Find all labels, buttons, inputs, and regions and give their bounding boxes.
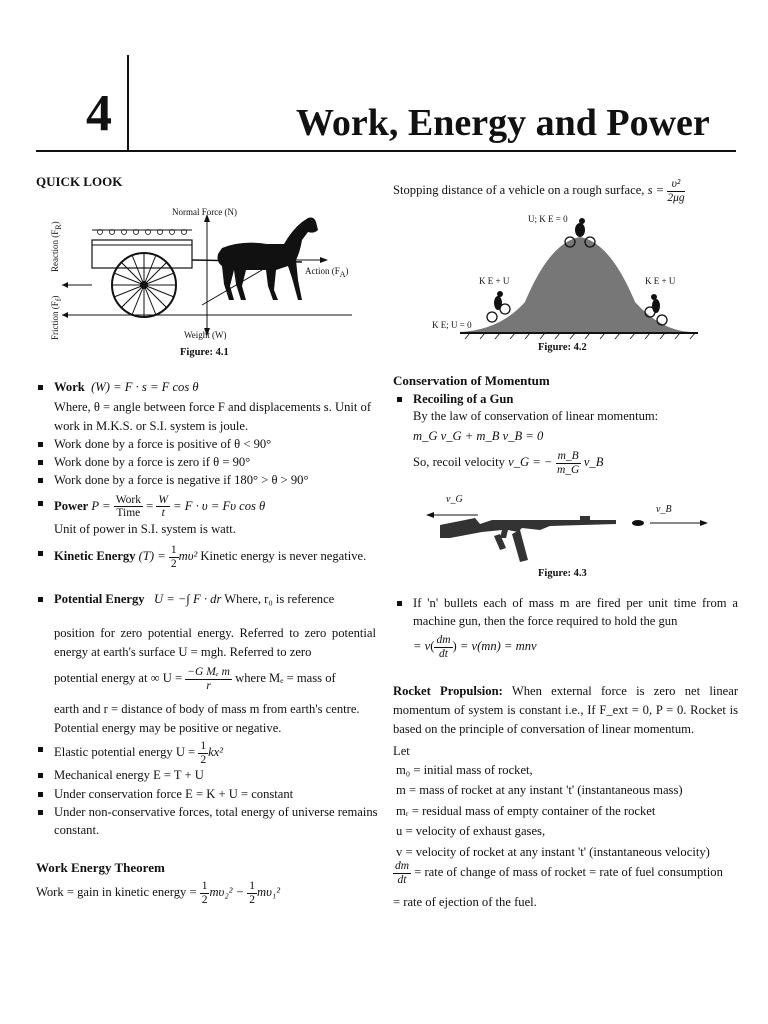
hill-top-label: U; K E = 0 — [528, 214, 568, 224]
let-label: Let — [393, 744, 410, 758]
recoil-velocity: So, recoil velocity v_G = − $\frac{m\_B}{m\_G}$ v_B — [413, 450, 604, 476]
energy-list — [34, 740, 379, 839]
rocket-propulsion: Rocket Propulsion: When external force is zero net linear momentum of system is constant i.e., If F_ext = 0, P = 0. Rocket is based on the principle of conversation of linear momentum. — [393, 684, 739, 736]
work-zero: Work done by a force is zero if θ = 90° — [34, 453, 374, 471]
pe-description-3: earth and r = distance of body of mass m from earth's centre. Potential energy may be positive or negative. — [54, 702, 360, 735]
header-rule — [36, 150, 736, 152]
figure-4-1-caption: Figure: 4.1 — [180, 347, 229, 358]
chapter-number: 4 — [86, 85, 112, 142]
recoil-item: Recoiling of a Gun — [393, 390, 738, 408]
hill-right-label: K E + U — [645, 276, 676, 286]
stopping-distance: Stopping distance of a vehicle on a rough surface, s = $\frac{\text{υ²}}{2\mu g}$ — [393, 178, 685, 204]
bullets-list — [393, 594, 738, 631]
power-unit: Unit of power in S.I. system is watt. — [54, 521, 236, 536]
work-positive: Work done by a force is positive of θ < 90° — [34, 435, 374, 453]
chapter-title: Work, Energy and Power — [296, 102, 710, 144]
mechanical-energy-item: Mechanical energy E = T + U — [34, 766, 379, 784]
weight-label: Weight (W) — [184, 330, 227, 340]
machine-gun-item: If 'n' bullets each of mass m are fired per unit time from a machine gun, then the force required to hold the gun — [393, 594, 738, 631]
def-residual-mass: mᵣ = residual mass of empty container of the rocket — [396, 803, 656, 818]
action-label: Action (FA) — [305, 266, 349, 279]
kinetic-energy-item: Kinetic Energy (T) = $\frac{1}{2}$ mυ² Kinetic energy is never negative. — [34, 544, 374, 570]
ke-fraction: $\frac{1}{2}$ — [170, 544, 177, 570]
work-item: Work (W) = F · s = F cos θ Where, θ = angle between force F and displacements s. Unit of work in M.K.S. or S.I. system is joule. — [34, 378, 374, 435]
dm-dt-definition: $\frac{dm}{dt}$ = rate of change of mass of rocket = rate of fuel consumption — [395, 860, 723, 886]
pe-description-2: potential energy at ∞ U = $\frac{\text{−G Mₑ m}}{r}$ where Mₑ = mass of — [54, 666, 336, 692]
work-energy-theorem-heading: Work Energy Theorem — [36, 860, 165, 875]
elastic-fraction: $\frac{1}{2}$ — [200, 740, 207, 766]
quick-look-heading: QUICK LOOK — [36, 174, 123, 189]
power-item: Power P = $\frac{\text{Work}}{\text{Time}}$ = $\frac{W}{t}$ = F · υ = Fυ cos θ Unit of power in S.I. system is watt. — [34, 494, 374, 539]
potential-list — [34, 590, 374, 608]
hill-left-label: K E + U — [479, 276, 510, 286]
recoil-law: By the law of conservation of linear momentum: — [413, 409, 659, 423]
gun-diagram — [420, 490, 720, 570]
non-conservative-item: Under non-conservative forces, total energy of universe remains constant. — [34, 803, 379, 840]
friction-label: Friction (Ff) — [50, 295, 63, 340]
def-exhaust-velocity: u = velocity of exhaust gases, — [396, 824, 546, 839]
def-rocket-velocity: v = velocity of rocket at any instant 't' (instantaneous velocity) — [396, 844, 710, 859]
machine-gun-fraction: $\frac{dm}{dt}$ — [436, 634, 451, 660]
pe-fraction: $\frac{\text{−G Mₑ m}}{r}$ — [187, 666, 230, 692]
machine-gun-equation: = v( $\frac{dm}{dt}$ ) = v(mn) = mnv — [413, 634, 537, 660]
def-initial-mass: m₀ = initial mass of rocket, — [396, 763, 533, 777]
header-divider-vertical — [127, 55, 129, 151]
vb-label: v_B — [656, 504, 672, 515]
potential-energy-item: Potential Energy U = −∫ F · dr Where, r₀ is reference — [34, 590, 374, 608]
figure-4-3-caption: Figure: 4.3 — [538, 568, 587, 579]
recoil-equation: m_G v_G + m_B v_B = 0 — [413, 429, 544, 443]
power-fraction-1: $\frac{\text{Work}}{\text{Time}}$ — [115, 493, 141, 520]
recoil-fraction: $\frac{m\_B}{m\_G}$ — [556, 450, 580, 476]
power-fraction-2: $\frac{W}{t}$ — [158, 493, 168, 520]
elastic-pe-item: Elastic potential energy U = $\frac{1}{2}$ kx² — [34, 740, 379, 766]
hill-bottom-label: K E; U = 0 — [432, 320, 472, 330]
wet-fraction-1: $\frac{1}{2}$ — [201, 880, 208, 906]
work-list — [34, 378, 374, 570]
conservation-momentum-heading: Conservation of Momentum — [393, 373, 550, 388]
work-description: Where, θ = angle between force F and displacements s. Unit of work in M.K.S. or S.I. system is joule. — [54, 400, 372, 433]
figure-4-2-caption: Figure: 4.2 — [538, 342, 587, 353]
stopping-fraction: $\frac{\text{υ²}}{2\mu g}$ — [667, 178, 685, 204]
ejection-rate: = rate of ejection of the fuel. — [393, 895, 537, 909]
def-instant-mass: m = mass of rocket at any instant 't' (instantaneous mass) — [396, 783, 683, 798]
wet-fraction-2: $\frac{1}{2}$ — [249, 880, 256, 906]
rocket-definitions — [396, 760, 741, 862]
recoil-list — [393, 390, 738, 408]
normal-force-label: Normal Force (N) — [172, 207, 237, 217]
conservative-item: Under conservation force E = K + U = constant — [34, 785, 379, 803]
vg-label: v_G — [446, 494, 463, 505]
pe-description-1: position for zero potential energy. Referred to zero potential energy at earth's surface U = mgh. Referred to zero — [54, 626, 376, 659]
reaction-label: Reaction (FR) — [50, 221, 63, 272]
figure-4-3 — [420, 490, 720, 570]
work-energy-theorem-formula: Work = gain in kinetic energy = $\frac{1}{2}$ mυ₂² − $\frac{1}{2}$ mυ₁² — [36, 880, 281, 906]
dm-dt-fraction: $\frac{dm}{dt}$ — [395, 860, 410, 886]
work-negative: Work done by a force is negative if 180° > θ > 90° — [34, 471, 374, 489]
